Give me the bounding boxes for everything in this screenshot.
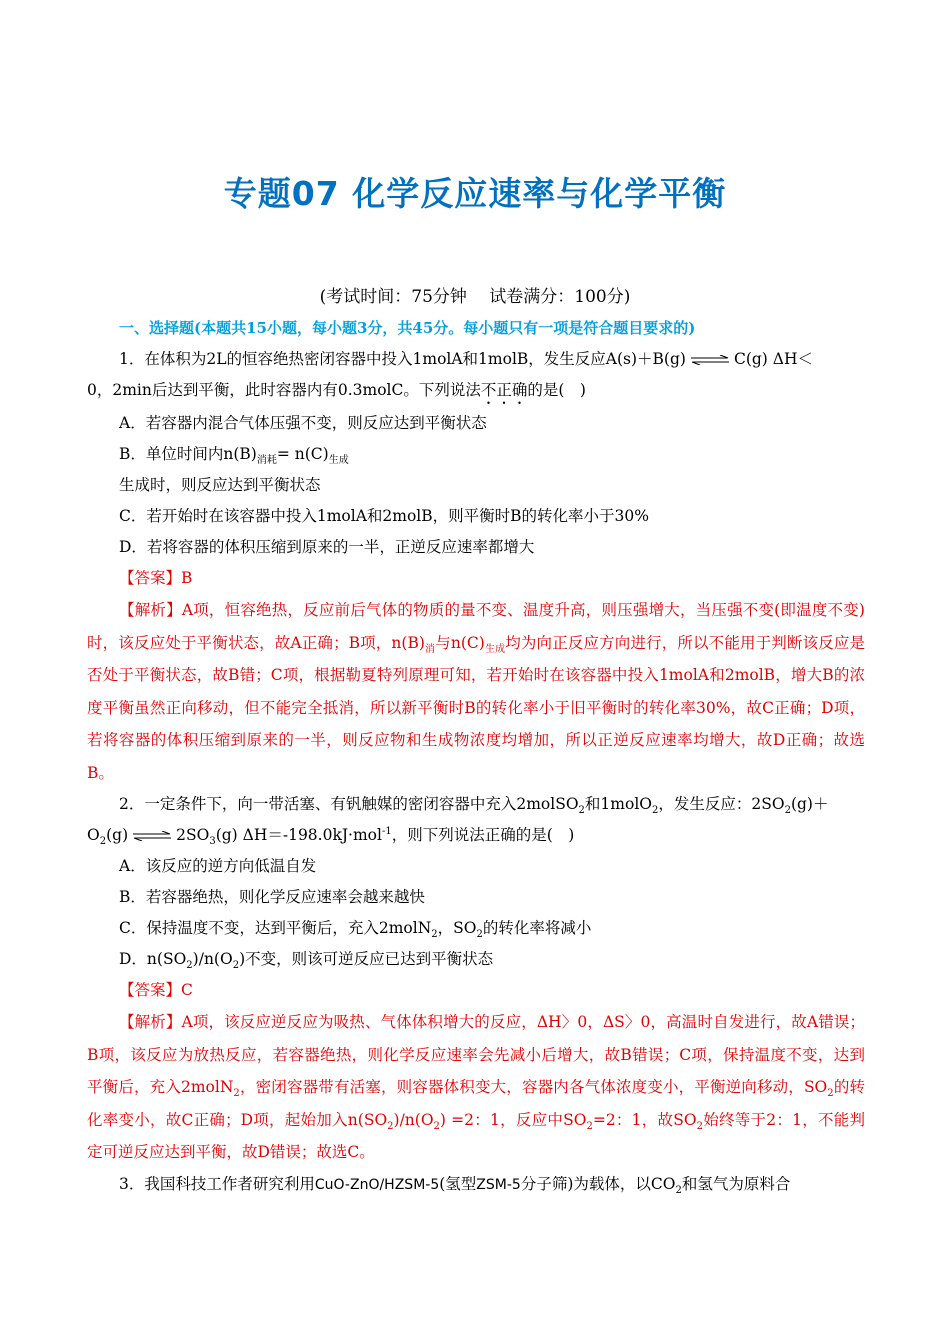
q1-option-d: D．若将容器的体积压缩到原来的一半，正逆反应速率都增大 <box>119 538 535 556</box>
section-heading: 一、选择题(本题共15小题，每小题3分，共45分。每小题只有一项是符合题目要求的) <box>119 319 696 337</box>
q2-option-c: C．保持温度不变，达到平衡后，充入2molN$_2$，$SO_2$的转化率将减小 <box>119 919 592 941</box>
doc-title: 专题07 化学反应速率与化学平衡 <box>223 174 727 213</box>
emphasis-not-correct: 不正确 <box>480 381 528 399</box>
doc-subtitle: (考试时间：75分钟 试卷满分：100分) <box>319 287 631 307</box>
equilibrium-arrow-icon <box>132 831 172 841</box>
question-1-stem-cont: 0，2min后达到平衡，此时容器内有0.3molC。下列说法不正确的是( ) <box>87 381 586 399</box>
question-3-stem: 3．我国科技工作者研究利用CuO-ZnO/HZSM-5(氢型ZSM-5分子筛)为载体，以$CO_2$和氢气为原料合 <box>119 1174 791 1196</box>
q1-analysis: 【解析】A项，恒容绝热，反应前后气体的物质的量不变、温度升高，则压强增大，当压强不变(即温度不变)时，该反应处于平衡状态，故A正确；B项，$n(B)_消$与$n(C)_{生成}$均为向正反应方向进行，所以不能用于判断该反应是否处于平衡状态，故B错；C项，根据勒夏特列原理可知，若开始时在该容器中投入1molA和2molB，增大B的浓度平衡虽然正向移动，但不能完全抵消，所以新平衡时B的转化率小于旧平衡时的转化率30%，故C正确；D项，若将容器的体积压缩到原来的一半，则反应物和生成物浓度均增加，所以正逆反应速率均增大，故D正确；故选B。 <box>87 601 866 782</box>
q1-option-b: B．单位时间内$n(B)_{消耗}= n(C)_{生成}$ <box>119 445 349 467</box>
q1-option-a: A．若容器内混合气体压强不变，则反应达到平衡状态 <box>119 414 487 432</box>
q2-answer: 【答案】C <box>119 981 193 999</box>
q2-option-d: D．$n(SO_2)/n(O_2)$不变，则该可逆反应已达到平衡状态 <box>119 950 494 972</box>
question-1-stem: 1．在体积为2L的恒容绝热密闭容器中投入1molA和1molB，发生反应A(s)＋B(g) C(g) ΔH＜ <box>119 350 813 368</box>
q1-option-b-cont: 生成时，则反应达到平衡状态 <box>119 476 321 494</box>
q2-analysis: 【解析】A项，该反应逆反应为吸热、气体体积增大的反应，ΔH〉0，ΔS〉0，高温时自发进行，故A错误；B项，该反应为放热反应，若容器绝热，则化学反应速率会先减小后增大，故B错误；C项，保持温度不变，达到平衡后，充入2molN$_2$，密闭容器带有活塞，则容器体积变大，容器内各气体浓度变小，平衡逆向移动，$SO_2$的转化率变小，故C正确；D项，起始加入$n(SO_2)/n(O_2) =2$：1，反应中$SO_2=2$：1，故$SO_2$始终等于2：1，不能判定可逆反应达到平衡，故D错误；故选C。 <box>87 1013 865 1161</box>
doc-content <box>87 313 865 1201</box>
question-2-stem-cont: $O_2(g)$ $2SO_3(g)$ ΔH＝-198.0kJ·mol$^{-1}$，则下列说法正确的是( ) <box>87 825 575 848</box>
q2-option-b: B．若容器绝热，则化学反应速率会越来越快 <box>119 888 425 906</box>
q1-option-c: C．若开始时在该容器中投入1molA和2molB，则平衡时B的转化率小于30% <box>119 507 649 525</box>
question-2-stem: 2．一定条件下，向一带活塞、有钒触媒的密闭容器中充入2molSO$_2$和1molO$_2$，发生反应：$2SO_2(g)+$ <box>119 795 829 817</box>
equilibrium-arrow-icon <box>690 355 730 365</box>
q1-answer: 【答案】B <box>119 569 193 587</box>
q2-option-a: A．该反应的逆方向低温自发 <box>119 857 317 875</box>
